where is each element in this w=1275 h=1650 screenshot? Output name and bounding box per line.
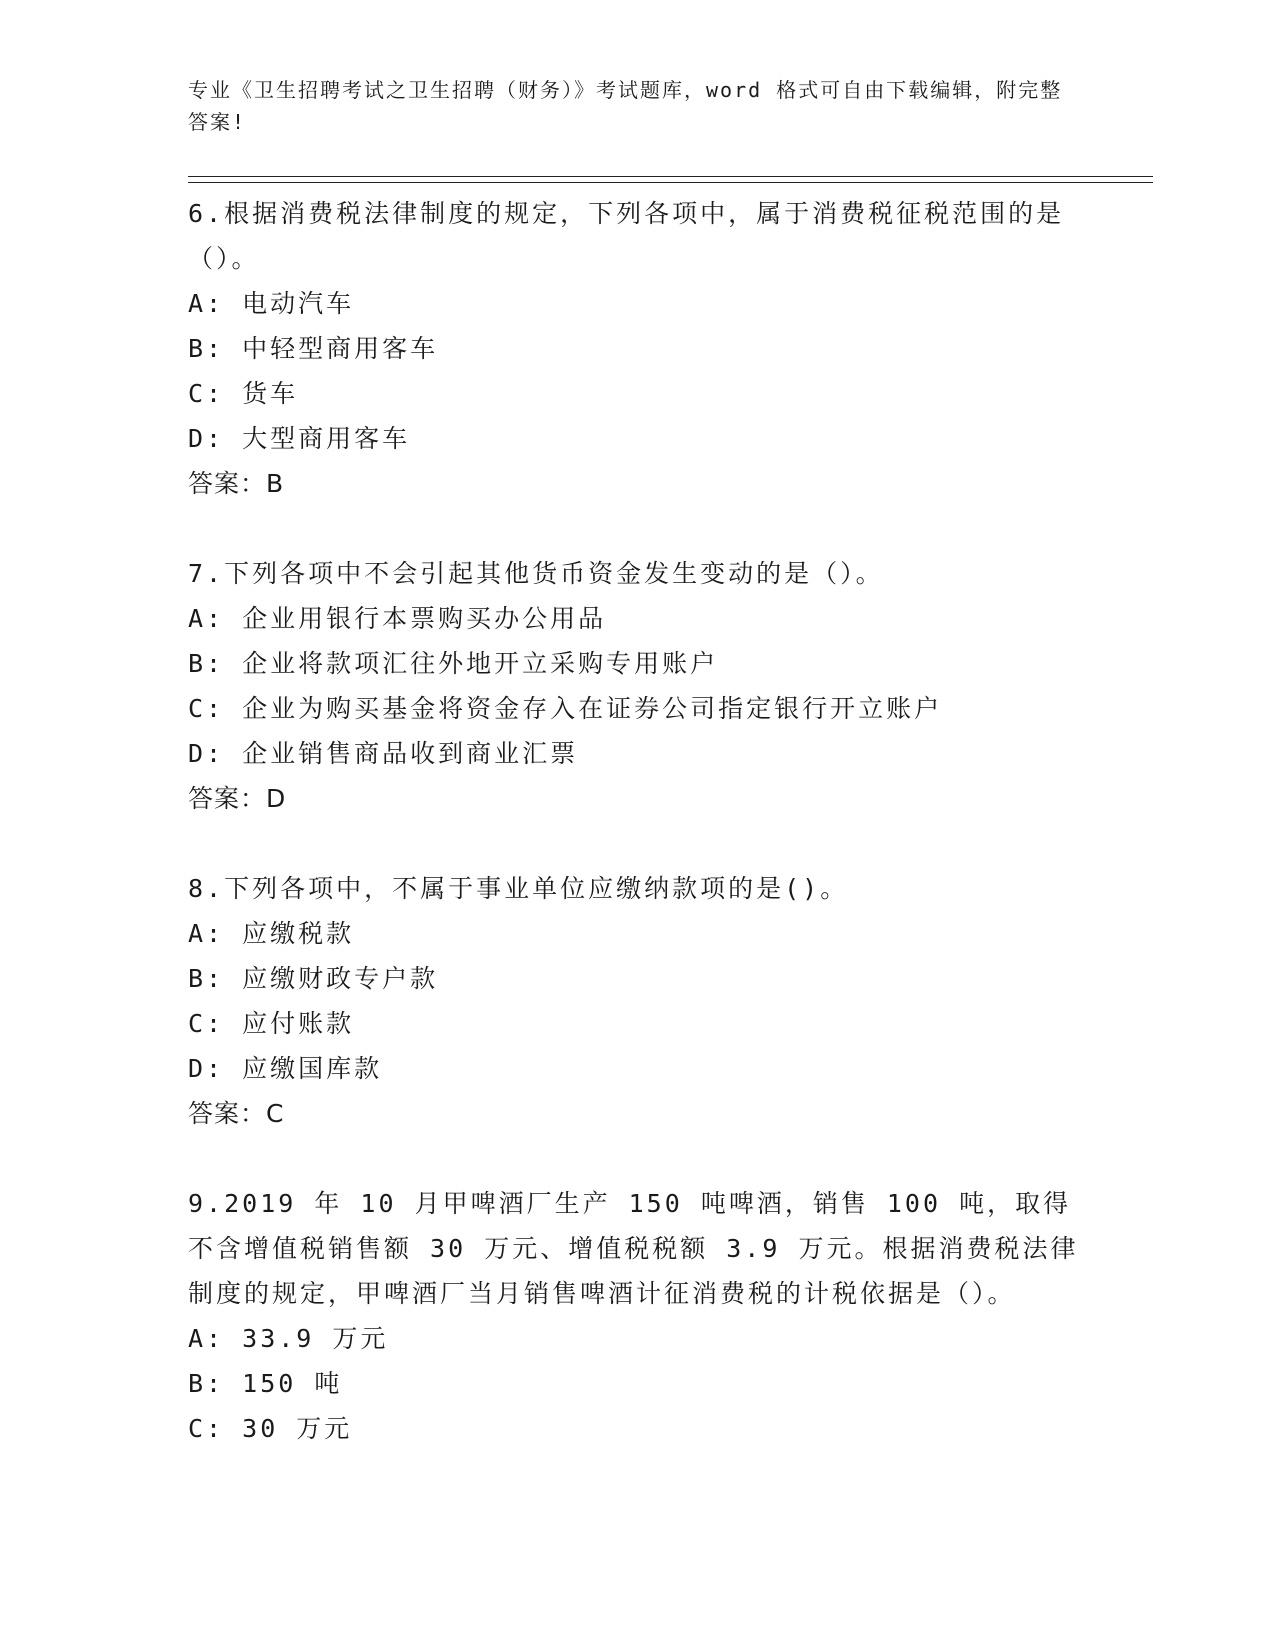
header-double-rule xyxy=(188,176,1153,183)
option-c: C: 应付账款 xyxy=(188,1009,355,1038)
option-b: B: 150 吨 xyxy=(188,1369,343,1398)
question-stem: 7.下列各项中不会引起其他货币资金发生变动的是（）。 xyxy=(188,559,884,588)
question-6 xyxy=(188,191,1158,506)
option-d: D: 大型商用客车 xyxy=(188,424,411,453)
question-7 xyxy=(188,551,1158,821)
question-stem: 6.根据消费税法律制度的规定，下列各项中，属于消费税征税范围的是（）。 xyxy=(188,199,1065,273)
question-answer: 答案：B xyxy=(188,469,285,498)
document-intro: 专业《卫生招聘考试之卫生招聘（财务）》考试题库，word 格式可自由下载编辑，附完整答案! xyxy=(188,78,1063,134)
option-a: A: 应缴税款 xyxy=(188,919,355,948)
option-b: B: 中轻型商用客车 xyxy=(188,334,439,363)
option-d: D: 应缴国库款 xyxy=(188,1054,383,1083)
option-c: C: 货车 xyxy=(188,379,299,408)
option-a: A: 企业用银行本票购买办公用品 xyxy=(188,604,607,633)
question-stem: 9.2019 年 10 月甲啤酒厂生产 150 吨啤酒，销售 100 吨，取得不含增值税销售额 30 万元、增值税税额 3.9 万元。根据消费税法律制度的规定，甲啤酒厂当月销售啤酒计征消费税的计税依据是（）。 xyxy=(188,1189,1079,1308)
option-c: C: 30 万元 xyxy=(188,1414,353,1443)
question-answer: 答案：D xyxy=(188,784,287,813)
document-page xyxy=(188,74,1158,1451)
question-stem: 8.下列各项中，不属于事业单位应缴纳款项的是()。 xyxy=(188,874,849,903)
option-a: A: 电动汽车 xyxy=(188,289,355,318)
question-answer: 答案：C xyxy=(188,1099,285,1128)
option-d: D: 企业销售商品收到商业汇票 xyxy=(188,739,579,768)
question-8 xyxy=(188,866,1158,1136)
option-c: C: 企业为购买基金将资金存入在证券公司指定银行开立账户 xyxy=(188,694,943,723)
question-9 xyxy=(188,1181,1158,1451)
option-b: B: 企业将款项汇往外地开立采购专用账户 xyxy=(188,649,719,678)
option-a: A: 33.9 万元 xyxy=(188,1324,389,1353)
option-b: B: 应缴财政专户款 xyxy=(188,964,439,993)
